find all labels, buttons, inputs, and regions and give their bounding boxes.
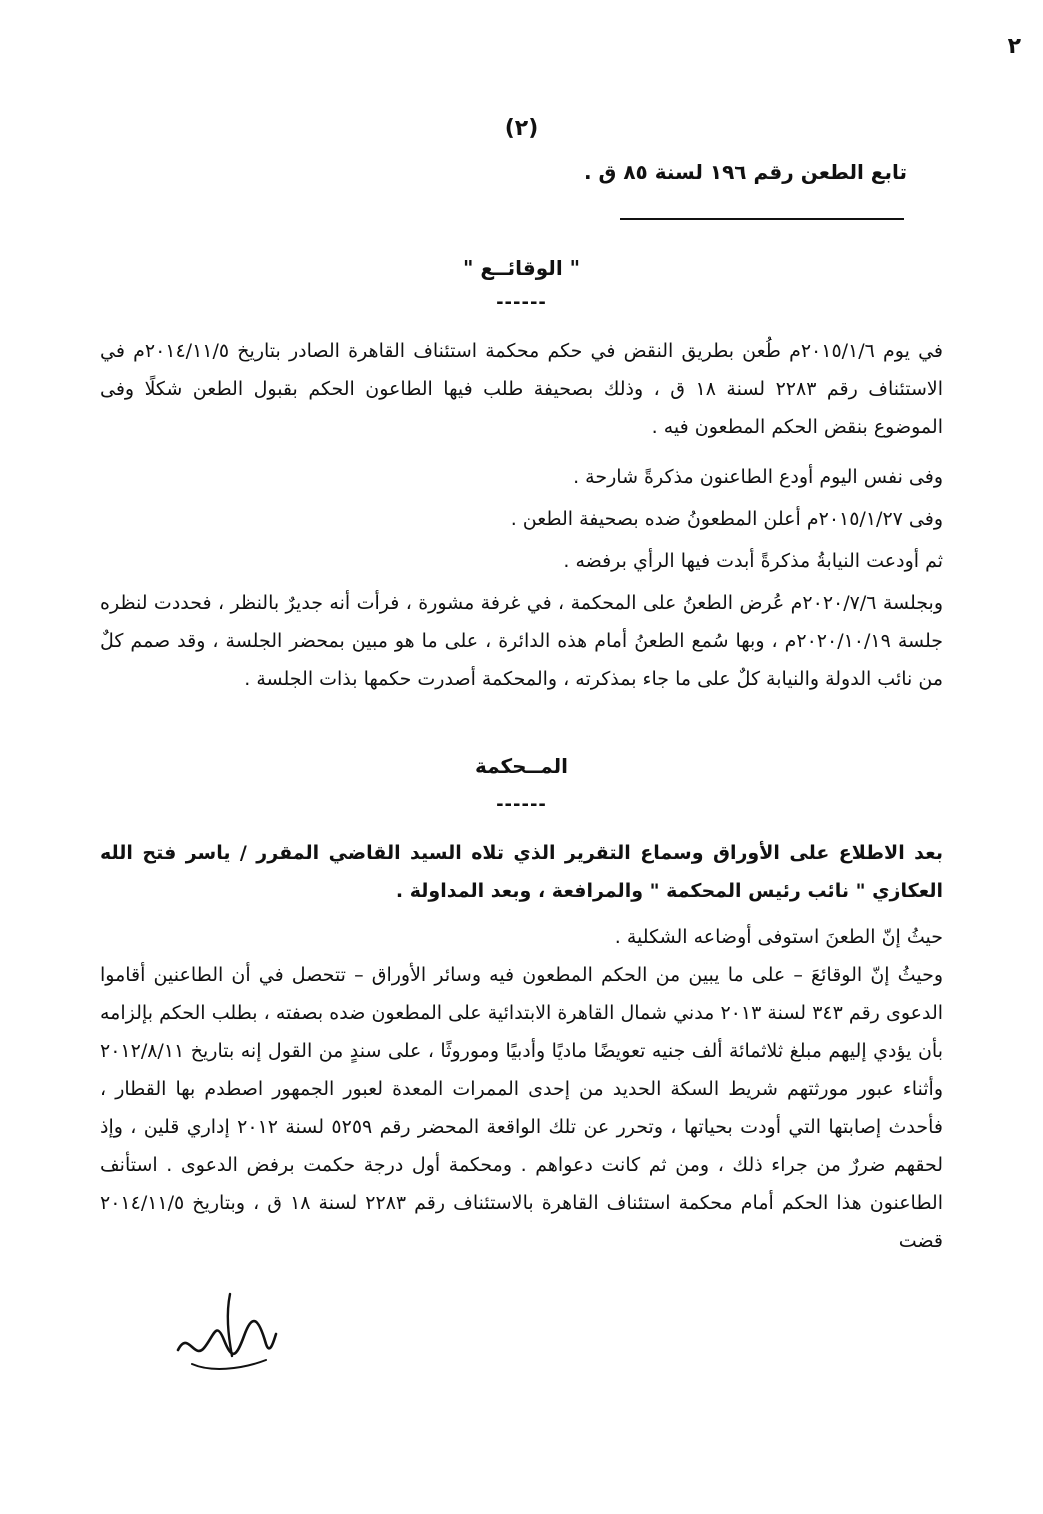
handwritten-signature bbox=[170, 1290, 280, 1380]
facts-paragraph-5: وبجلسة ٢٠٢٠/٧/٦م عُرض الطعنُ على المحكمة ، في غرفة مشورة ، فرأت أنه جديرٌ بالنظر ، فحددت لنظره جلسة ٢٠٢٠/١٠/١٩م ، وبها سُمع الطعنُ أمام هذه الدائرة ، على ما هو مبين بمحضر الجلسة ، وقد صمم كلٌ من نائب الدولة والنيابة كلٌ على ما جاء بمذكرته ، والمحكمة أصدرت حكمها بذات الجلسة . bbox=[100, 592, 943, 690]
corner-page-mark: ٢ bbox=[1007, 34, 1021, 59]
case-reference: تابع الطعن رقم ١٩٦ لسنة ٨٥ ق . bbox=[583, 160, 907, 184]
facts-line-2: وفى نفس اليوم أودع الطاعنون مذكرةً شارحة . bbox=[573, 466, 943, 488]
court-paragraph-1: بعد الاطلاع على الأوراق وسماع التقرير الذي تلاه السيد القاضي المقرر / ياسر فتح الله العكازي " نائب رئيس المحكمة " والمرافعة ، وبعد المداولة . bbox=[100, 842, 943, 902]
facts-line-3: وفى ٢٠١٥/١/٢٧م أعلن المطعونُ ضده بصحيفة الطعن . bbox=[510, 508, 943, 530]
facts-paragraph-1: في يوم ٢٠١٥/١/٦م طُعن بطريق النقض في حكم محكمة استئناف القاهرة الصادر بتاريخ ٢٠١٤/١١/٥م في الاستئناف رقم ٢٢٨٣ لسنة ١٨ ق ، وذلك بصحيفة طلب فيها الطاعون الحكم بقبول الطعن شكلًا وفى الموضوع بنقض الحكم المطعون فيه . bbox=[100, 340, 943, 438]
header-divider bbox=[620, 218, 904, 220]
facts-line-4: ثم أودعت النيابةُ مذكرةً أبدت فيها الرأي برفضه . bbox=[563, 550, 943, 572]
court-heading: المــحكمة bbox=[474, 754, 569, 778]
facts-heading-underline: ------ bbox=[496, 292, 547, 313]
page-number: (٢) bbox=[504, 116, 539, 141]
facts-heading: " الوقائــع " bbox=[462, 256, 581, 280]
court-heading-underline: ------ bbox=[496, 794, 547, 815]
court-line-2: حيثُ إنّ الطعنَ استوفى أوضاعه الشكلية . bbox=[614, 926, 943, 948]
court-paragraph-3: وحيثُ إنّ الوقائعَ – على ما يبين من الحكم المطعون فيه وسائر الأوراق – تتحصل في أن الطاعنين أقاموا الدعوى رقم ٣٤٣ لسنة ٢٠١٣ مدني شمال القاهرة الابتدائية على المطعون ضده بصفته ، بطلب الحكم بإلزامه بأن يؤدي إليهم مبلغ ثلاثمائة ألف جنيه تعويضًا ماديًا وأدبيًا وموروثًا ، على سندٍ من القول إنه بتاريخ ٢٠١٢/٨/١١ وأثناء عبور مورثتهم شريط السكة الحديد من إحدى الممرات المعدة لعبور الجمهور اصطدم بها القطار ، فأحدث إصابتها التي أودت بحياتها ، وتحرر عن تلك الواقعة المحضر رقم ٥٢٥٩ لسنة ٢٠١٢ إداري قلين ، وإذ لحقهم ضررٌ من جراء ذلك ، ومن ثم كانت دعواهم . ومحكمة أول درجة حكمت برفض الدعوى . استأنف الطاعنون هذا الحكم أمام محكمة استئناف القاهرة بالاستئناف رقم ٢٢٨٣ لسنة ١٨ ق ، وبتاريخ ٢٠١٤/١١/٥ قضت bbox=[100, 964, 944, 1252]
